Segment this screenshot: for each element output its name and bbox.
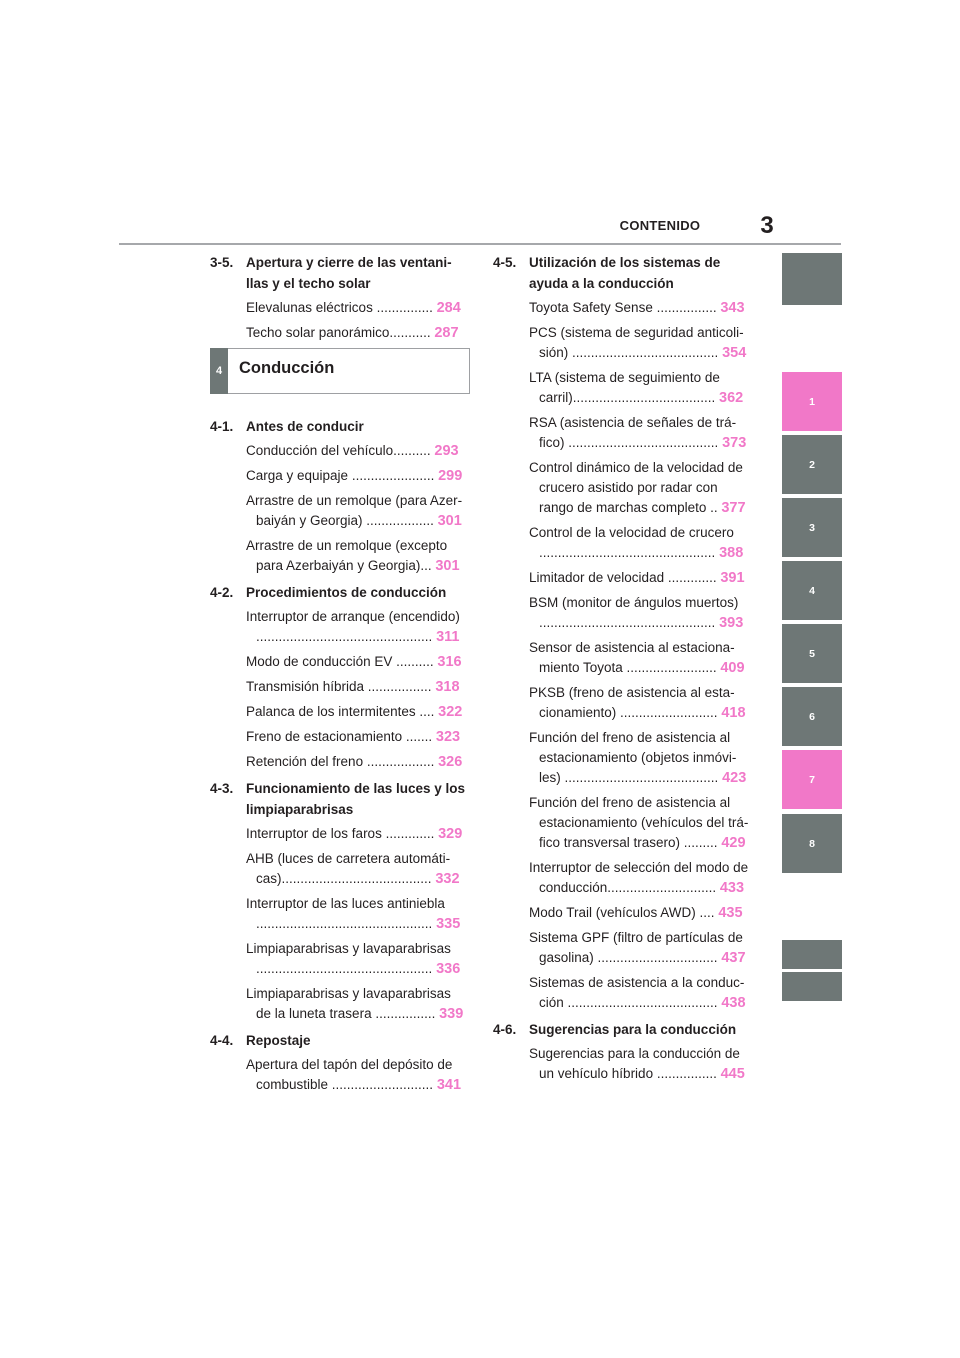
toc-entry[interactable] [493, 793, 751, 853]
page-reference: 316 [437, 654, 462, 670]
toc-entry-text: baiyán y Georgia) .................. 301 [256, 513, 462, 529]
toc-entry-text: Arrastre de un remolque (para Azer- [246, 493, 463, 508]
toc-entry-text: ............................................... 311 [256, 629, 460, 645]
page-reference: 323 [435, 729, 461, 745]
toc-entry-text: PCS (sistema de seguridad anticoli- [529, 325, 744, 340]
chapter-number-tab: 4 [210, 348, 228, 394]
toc-entry[interactable] [493, 928, 751, 968]
section-number: 4-3. [210, 781, 234, 796]
toc-entry-text: Apertura del tapón del depósito de [246, 1057, 453, 1072]
chapter-tab-4[interactable]: 4 [782, 561, 842, 620]
section-title-line: ayuda a la conducción [529, 276, 674, 291]
toc-section-heading[interactable] [210, 582, 470, 603]
page-reference: 433 [719, 880, 745, 896]
toc-entry[interactable] [493, 1044, 751, 1084]
toc-entry-text: Sistemas de asistencia a la conduc- [529, 975, 745, 990]
section-title-line: Apertura y cierre de las ventani- [246, 255, 452, 270]
chapter-tab-2[interactable]: 2 [782, 435, 842, 494]
toc-entry[interactable] [493, 568, 751, 588]
toc-entry-text: Retención del freno .................. 326 [246, 754, 463, 770]
toc-entry-text: ............................................... 336 [256, 961, 461, 977]
toc-entry-text: Interruptor de selección del modo de [529, 860, 749, 875]
section-title-line: Repostaje [246, 1033, 311, 1048]
section-number: 4-1. [210, 419, 234, 434]
toc-entry-text: Sugerencias para la conducción de [529, 1046, 740, 1061]
toc-entry-text: Limpiaparabrisas y lavaparabrisas [246, 986, 451, 1001]
toc-entry[interactable] [210, 491, 470, 531]
toc-entry[interactable] [493, 973, 751, 1013]
chapter-tab-8[interactable]: 8 [782, 814, 842, 873]
section-number: 4-5. [493, 255, 517, 270]
toc-entry-text: ............................................... 388 [539, 545, 744, 561]
toc-entry[interactable] [210, 939, 470, 979]
toc-entry-text: PKSB (freno de asistencia al esta- [529, 685, 735, 700]
toc-entry-text: Control dinámico de la velocidad de [529, 460, 743, 475]
toc-section-heading[interactable] [493, 252, 751, 294]
toc-entry[interactable] [210, 824, 470, 844]
side-tab-blank[interactable] [782, 940, 842, 969]
toc-entry-text: Interruptor de arranque (encendido) [246, 609, 460, 624]
toc-right-column [493, 252, 751, 1089]
toc-entry-text: cas)........................................ 332 [256, 871, 460, 887]
side-tab-blank[interactable] [782, 253, 842, 305]
page-reference: 335 [436, 916, 461, 932]
toc-entry[interactable] [493, 523, 751, 563]
toc-entry[interactable] [210, 702, 470, 722]
toc-entry-text: Carga y equipaje ...................... 299 [246, 468, 463, 484]
page-reference: 418 [721, 705, 746, 721]
page-reference: 429 [721, 835, 746, 851]
toc-section-heading[interactable] [493, 1019, 751, 1040]
chapter-tab-3[interactable]: 3 [782, 498, 842, 557]
toc-entry[interactable] [493, 683, 751, 723]
toc-entry[interactable] [210, 849, 470, 889]
page-reference: 293 [434, 443, 459, 459]
page-reference: 287 [434, 325, 459, 341]
section-title-line: Utilización de los sistemas de [529, 255, 721, 270]
section-title-line: llas y el techo solar [246, 276, 371, 291]
toc-entry[interactable] [210, 536, 470, 576]
toc-entry[interactable] [210, 677, 470, 697]
page-reference: 409 [720, 660, 745, 676]
toc-section-heading[interactable] [210, 416, 470, 437]
toc-entry-text: Limpiaparabrisas y lavaparabrisas [246, 941, 451, 956]
toc-entry-text: Modo de conducción EV .......... 316 [246, 654, 462, 670]
toc-entry[interactable] [210, 298, 470, 318]
toc-entry[interactable] [493, 413, 751, 453]
toc-entry-text: Control de la velocidad de crucero [529, 525, 734, 540]
page-reference: 311 [436, 629, 460, 645]
page-reference: 343 [720, 300, 745, 316]
page-reference: 341 [436, 1077, 462, 1093]
toc-entry-text: fico transversal trasero) ......... 429 [539, 835, 746, 851]
section-title-line: Antes de conducir [246, 419, 364, 434]
toc-entry[interactable] [210, 652, 470, 672]
page-reference: 393 [719, 615, 744, 631]
toc-entry-text: fico) ........................................ 373 [539, 435, 747, 451]
page-reference: 339 [439, 1006, 464, 1022]
toc-entry-text: sión) ....................................... 354 [539, 345, 747, 361]
toc-entry-text: combustible ........................... 341 [256, 1077, 462, 1093]
chapter-heading-box[interactable] [210, 348, 470, 394]
chapter-tab-6[interactable]: 6 [782, 687, 842, 746]
side-tab-blank[interactable] [782, 972, 842, 1001]
toc-entry-text: Función del freno de asistencia al [529, 795, 731, 810]
toc-entry-text: Interruptor de los faros ............. 329 [246, 826, 463, 842]
page-reference: 301 [435, 558, 460, 574]
toc-entry-text: miento Toyota ........................ 409 [539, 660, 745, 676]
page-reference: 284 [436, 300, 461, 316]
page-reference: 301 [437, 513, 462, 529]
toc-entry-text: crucero asistido por radar con [539, 480, 718, 495]
toc-entry[interactable] [210, 752, 470, 772]
toc-entry-text: Sensor de asistencia al estaciona- [529, 640, 735, 655]
section-number: 3-5. [210, 255, 234, 270]
toc-entry-text: rango de marchas completo .. 377 [539, 500, 746, 516]
toc-entry[interactable] [210, 984, 470, 1024]
toc-entry[interactable] [493, 903, 751, 923]
chapter-title: Conducción [239, 359, 335, 377]
toc-entry-text: conducción............................. 433 [539, 880, 745, 896]
toc-entry-text: ............................................... 335 [256, 916, 461, 932]
section-title-line: Funcionamiento de las luces y los [246, 781, 466, 796]
toc-entry[interactable] [493, 323, 751, 363]
toc-entry[interactable] [493, 593, 751, 633]
toc-entry-text: Palanca de los intermitentes .... 322 [246, 704, 463, 720]
toc-entry-text: AHB (luces de carretera automáti- [246, 851, 451, 866]
toc-entry-text: Elevalunas eléctricos ............... 284 [246, 300, 461, 316]
header-rule [119, 243, 841, 245]
page-reference: 423 [722, 770, 747, 786]
toc-section-heading[interactable] [210, 252, 470, 294]
toc-entry[interactable] [210, 727, 470, 747]
toc-entry[interactable] [493, 298, 751, 318]
chapter-tab-5[interactable]: 5 [782, 624, 842, 683]
section-title-line: Sugerencias para la conducción [529, 1022, 737, 1037]
section-number: 4-2. [210, 585, 234, 600]
page-reference: 336 [436, 961, 461, 977]
page-reference: 438 [721, 995, 746, 1011]
section-title-line: Procedimientos de conducción [246, 585, 447, 600]
toc-entry[interactable] [493, 458, 751, 518]
toc-entry[interactable] [210, 1055, 470, 1095]
toc-entry-text: gasolina) ................................ 437 [539, 950, 746, 966]
section-number: 4-4. [210, 1033, 234, 1048]
page-reference: 354 [722, 345, 747, 361]
section-title-line: limpiaparabrisas [246, 802, 354, 817]
toc-section-heading[interactable] [210, 778, 470, 820]
toc-entry-text: les) ......................................... 423 [539, 770, 747, 786]
page-number: 3 [760, 212, 774, 239]
toc-entry-text: Sistema GPF (filtro de partículas de [529, 930, 743, 945]
toc-entry-text: Transmisión híbrida ................. 318 [246, 679, 460, 695]
page-reference: 326 [438, 754, 463, 770]
toc-entry[interactable] [210, 441, 470, 461]
toc-entry-text: de la luneta trasera ................ 339 [256, 1006, 464, 1022]
toc-entry-text: Limitador de velocidad ............. 391 [529, 570, 745, 586]
toc-entry-text: Toyota Safety Sense ................ 343 [529, 300, 745, 316]
toc-entry[interactable] [210, 466, 470, 486]
chapter-tab-1[interactable]: 1 [782, 372, 842, 431]
toc-entry[interactable] [210, 894, 470, 934]
toc-entry-text: para Azerbaiyán y Georgia)... 301 [256, 558, 460, 574]
page-reference: 318 [435, 679, 460, 695]
toc-entry-text: estacionamiento (objetos inmóvi- [539, 750, 737, 765]
page-reference: 445 [720, 1066, 745, 1082]
page-reference: 322 [438, 704, 463, 720]
toc-entry-text: Interruptor de las luces antiniebla [246, 896, 445, 911]
page-reference: 377 [721, 500, 746, 516]
toc-entry[interactable] [493, 368, 751, 408]
toc-entry-text: Función del freno de asistencia al [529, 730, 731, 745]
toc-entry-text: BSM (monitor de ángulos muertos) [529, 595, 739, 610]
page-reference: 373 [722, 435, 747, 451]
toc-left-column [210, 252, 470, 1100]
toc-entry[interactable] [210, 607, 470, 647]
toc-section-heading[interactable] [210, 1030, 470, 1051]
page-reference: 329 [438, 826, 463, 842]
page-reference: 332 [435, 871, 460, 887]
toc-entry-text: LTA (sistema de seguimiento de [529, 370, 720, 385]
toc-entry-text: carril)...................................... 362 [539, 390, 744, 406]
toc-entry[interactable] [493, 858, 751, 898]
toc-entry-text: Conducción del vehículo.......... 293 [246, 443, 459, 459]
toc-entry-text: Modo Trail (vehículos AWD) .... 435 [529, 905, 743, 921]
toc-entry-text: Arrastre de un remolque (excepto [246, 538, 448, 553]
page-reference: 362 [719, 390, 744, 406]
toc-entry[interactable] [493, 728, 751, 788]
toc-entry-text: cionamiento) .......................... 418 [539, 705, 746, 721]
toc-entry-text: estacionamiento (vehículos del trá- [539, 815, 749, 830]
running-header-title: CONTENIDO [619, 218, 701, 233]
page-reference: 437 [721, 950, 746, 966]
toc-entry-text: un vehículo híbrido ................ 445 [539, 1066, 745, 1082]
toc-entry[interactable] [493, 638, 751, 678]
toc-entry-text: ............................................... 393 [539, 615, 744, 631]
toc-entry-text: Techo solar panorámico........... 287 [246, 325, 459, 341]
toc-entry-text: RSA (asistencia de señales de trá- [529, 415, 737, 430]
page-reference: 299 [438, 468, 463, 484]
toc-entry[interactable] [210, 323, 470, 343]
page-reference: 388 [719, 545, 744, 561]
page-reference: 391 [720, 570, 745, 586]
toc-entry-text: ción ........................................ 438 [539, 995, 746, 1011]
toc-entry-text: Freno de estacionamiento ....... 323 [246, 729, 461, 745]
chapter-tab-7[interactable]: 7 [782, 750, 842, 809]
section-number: 4-6. [493, 1022, 517, 1037]
page-reference: 435 [718, 905, 743, 921]
